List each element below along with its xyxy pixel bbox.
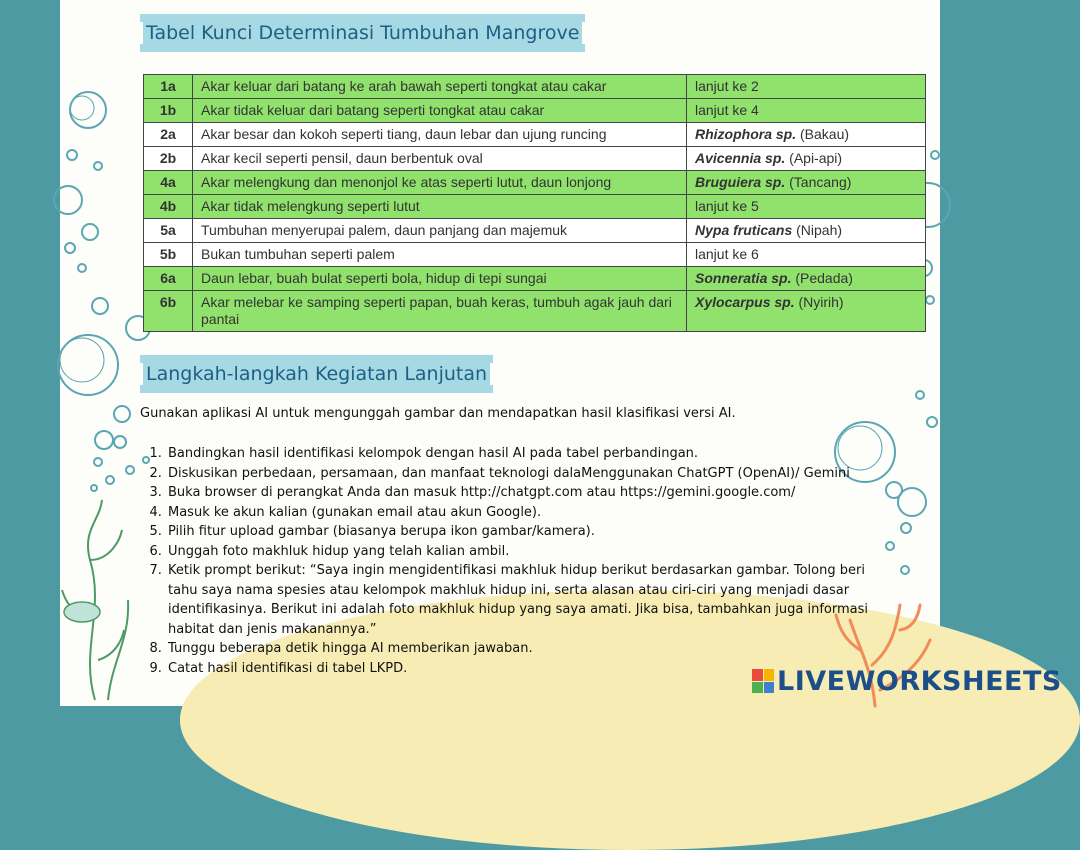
table-row [144, 147, 926, 171]
table-row [144, 75, 926, 99]
worksheet-page [60, 0, 1062, 706]
brand-name: LIVEWORKSHEETS [777, 665, 1062, 697]
common-name: (Nipah) [792, 222, 843, 238]
table-row [144, 123, 926, 147]
step-item: 9. Catat hasil identifikasi di tabel LKPD. [166, 659, 872, 679]
species-name: Avicennia sp. [695, 150, 786, 166]
common-name: (Pedada) [791, 270, 853, 286]
step-item: 7. Ketik prompt berikut: “Saya ingin mengidentifikasi makhluk hidup berikut berdasarkan gambar. Tolong beri tahu saya nama spesies atau kelompok makhluk hidup ini, serta alasan atau ciri-ciri yang menjadi dasar identifikasinya. Berikut ini adalah foto makhluk hidup yang saya amati. Jika bisa, tambahkan juga informasi habitat dan jenis makanannya.” [166, 561, 872, 639]
key-description: Akar melengkung dan menonjol ke atas seperti lutut, daun lonjong [193, 171, 687, 195]
table-row [144, 243, 926, 267]
table-row [144, 291, 926, 332]
key-code: 6b [144, 291, 193, 332]
step-item: 3. Buka browser di perangkat Anda dan masuk http://chatgpt.com atau https://gemini.google.com/ [166, 483, 872, 503]
key-description: Tumbuhan menyerupai palem, daun panjang dan majemuk [193, 219, 687, 243]
species-name: Rhizophora sp. [695, 126, 797, 142]
key-description: Akar tidak melengkung seperti lutut [193, 195, 687, 219]
section-title-steps: Langkah-langkah Kegiatan Lanjutan [140, 355, 493, 393]
key-description: Akar keluar dari batang ke arah bawah seperti tongkat atau cakar [193, 75, 687, 99]
step-item: 8. Tunggu beberapa detik hingga AI memberikan jawaban. [166, 639, 872, 659]
key-result [687, 123, 926, 147]
key-result [687, 219, 926, 243]
common-name: (Nyirih) [794, 294, 844, 310]
key-code: 4b [144, 195, 193, 219]
key-result: lanjut ke 4 [687, 99, 926, 123]
key-result: lanjut ke 2 [687, 75, 926, 99]
key-code: 5b [144, 243, 193, 267]
step-item: 4. Masuk ke akun kalian (gunakan email atau akun Google). [166, 503, 872, 523]
key-result [687, 267, 926, 291]
key-description: Akar besar dan kokoh seperti tiang, daun lebar dan ujung runcing [193, 123, 687, 147]
key-result: lanjut ke 6 [687, 243, 926, 267]
key-result [687, 147, 926, 171]
step-item: 1. Bandingkan hasil identifikasi kelompok dengan hasil AI pada tabel perbandingan. [166, 444, 872, 464]
key-description: Akar melebar ke samping seperti papan, buah keras, tumbuh agak jauh dari pantai [193, 291, 687, 332]
table-row [144, 219, 926, 243]
key-result: lanjut ke 5 [687, 195, 926, 219]
key-code: 2a [144, 123, 193, 147]
common-name: (Tancang) [785, 174, 852, 190]
species-name: Bruguiera sp. [695, 174, 786, 190]
table-row [144, 267, 926, 291]
liveworksheets-logo [752, 664, 1062, 698]
key-description: Akar kecil seperti pensil, daun berbentuk oval [193, 147, 687, 171]
key-description: Akar tidak keluar dari batang seperti tongkat atau cakar [193, 99, 687, 123]
steps-list [152, 444, 872, 678]
key-code: 1a [144, 75, 193, 99]
key-description: Daun lebar, buah bulat seperti bola, hidup di tepi sungai [193, 267, 687, 291]
key-description: Bukan tumbuhan seperti palem [193, 243, 687, 267]
species-name: Xylocarpus sp. [695, 294, 795, 310]
key-code: 2b [144, 147, 193, 171]
key-code: 5a [144, 219, 193, 243]
key-code: 4a [144, 171, 193, 195]
determination-key-table [143, 74, 926, 332]
step-item: 6. Unggah foto makhluk hidup yang telah kalian ambil. [166, 542, 872, 562]
table-row [144, 99, 926, 123]
table-row [144, 171, 926, 195]
liveworksheets-logo-icon [752, 669, 774, 693]
intro-text: Gunakan aplikasi AI untuk mengunggah gambar dan mendapatkan hasil klasifikasi versi AI. [140, 406, 736, 421]
common-name: (Bakau) [796, 126, 850, 142]
table-row [144, 195, 926, 219]
species-name: Sonneratia sp. [695, 270, 792, 286]
step-item: 5. Pilih fitur upload gambar (biasanya berupa ikon gambar/kamera). [166, 522, 872, 542]
key-code: 6a [144, 267, 193, 291]
section-title-table: Tabel Kunci Determinasi Tumbuhan Mangrove [140, 14, 585, 52]
key-result [687, 291, 926, 332]
common-name: (Api-api) [785, 150, 843, 166]
key-code: 1b [144, 99, 193, 123]
key-result [687, 171, 926, 195]
step-item: 2. Diskusikan perbedaan, persamaan, dan manfaat teknologi dalaMenggunakan ChatGPT (OpenAI)/ Gemini [166, 464, 872, 484]
species-name: Nypa fruticans [695, 222, 793, 238]
